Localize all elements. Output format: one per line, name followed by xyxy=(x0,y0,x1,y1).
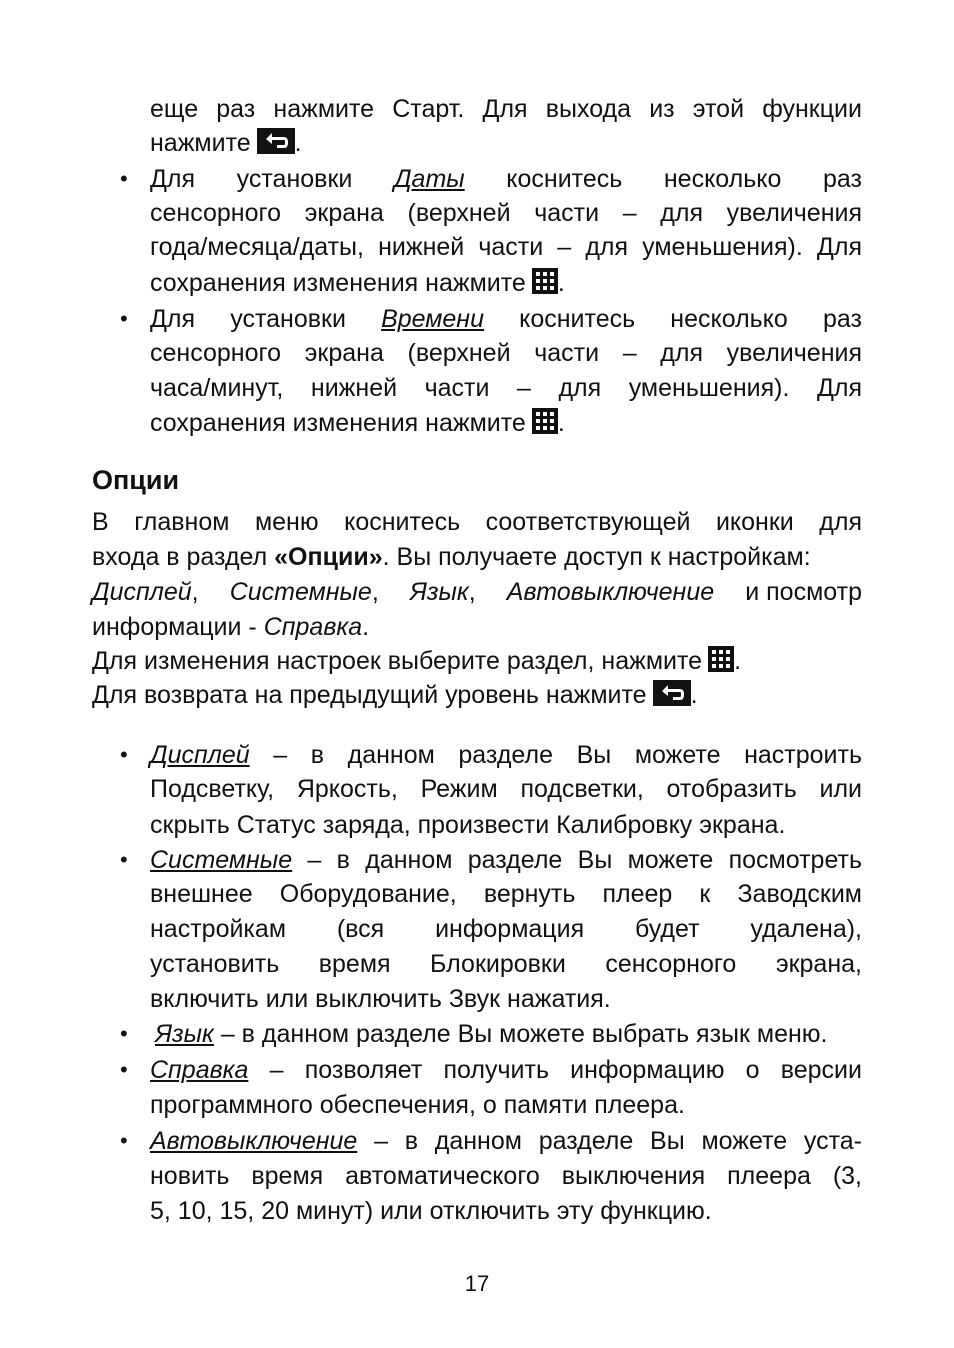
display-line-1 xyxy=(150,738,862,772)
term-help: Справка xyxy=(263,613,363,641)
display-line-2: Подсветку, Яркость, Режим подсветки, отобразить или xyxy=(150,775,862,803)
autooff-line-2: новить время автоматического выключения плеера (3, xyxy=(150,1162,862,1190)
intro-line-1: еще раз нажмите Старт. Для выхода из этой функции xyxy=(150,95,862,123)
options-terms-a xyxy=(92,575,199,609)
time-word-3: коснитесь xyxy=(519,305,636,333)
time-line-2: сенсорного экрана (верхней части – для увеличения xyxy=(150,339,862,367)
bullet-date: • xyxy=(120,166,128,191)
date-word-4: несколько xyxy=(663,165,782,193)
system-line-1 xyxy=(150,843,862,877)
date-line-3: года/месяца/даты, нижней части – для уменьшения). Для xyxy=(150,233,862,261)
time-line-1 xyxy=(150,302,862,336)
date-term: Даты xyxy=(393,165,465,193)
bullet-time: • xyxy=(120,306,128,331)
autooff-line-3: 5, 10, 15, 20 минут) или отключить эту функцию. xyxy=(150,1197,712,1225)
term-language: Язык xyxy=(409,578,469,606)
system-line-4: установить время Блокировки сенсорного экрана, xyxy=(150,950,862,978)
intro-line-2 xyxy=(150,126,302,163)
options-p1-line-1: В главном меню коснитесь соответствующей иконки для xyxy=(92,508,862,536)
options-p2-end: . xyxy=(734,647,742,675)
date-line-2: сенсорного экрана (верхней части – для увеличения xyxy=(150,199,862,227)
grid-menu-icon xyxy=(708,646,734,681)
sep-1: , xyxy=(191,578,199,606)
time-term: Времени xyxy=(381,305,484,333)
options-p1-line-2-a: входа в раздел xyxy=(92,543,275,571)
options-p1-line-2 xyxy=(92,540,811,574)
display-line-1-text: – в данном разделе Вы можете настроить xyxy=(249,741,862,769)
display-term: Дисплей xyxy=(150,741,250,769)
time-line-3: часа/минут, нижней части – для уменьшения). Для xyxy=(150,374,862,402)
options-p1-line-2-b: . Вы получаете доступ к настройкам: xyxy=(382,543,811,571)
bullet-system: • xyxy=(120,847,128,872)
intro-line-2-end: . xyxy=(294,129,302,157)
term-display: Дисплей xyxy=(92,578,192,606)
date-word-1: Для xyxy=(150,165,196,193)
help-line-1 xyxy=(150,1053,862,1087)
bullet-help: • xyxy=(120,1057,128,1082)
language-line-1 xyxy=(155,1017,828,1051)
term-system: Системные xyxy=(229,578,372,606)
date-line-1 xyxy=(150,162,862,196)
page-number: 17 xyxy=(464,1271,490,1296)
options-p2-text: Для изменения настроек выберите раздел, нажмите xyxy=(92,647,703,675)
display-line-3: скрыть Статус заряда, произвести Калибровку экрана. xyxy=(150,811,786,839)
sep-3: , xyxy=(468,578,476,606)
help-line-1-text: – позволяет получить информацию о версии xyxy=(248,1056,862,1084)
options-p3 xyxy=(92,678,698,715)
options-terms-c xyxy=(410,575,476,609)
back-arrow-icon xyxy=(257,128,295,163)
intro-line-2-text: нажмите xyxy=(150,129,251,157)
date-word-2: установки xyxy=(236,165,353,193)
sep-2: , xyxy=(371,578,379,606)
section-heading: Опции xyxy=(92,465,180,495)
autooff-line-1-text: – в данном разделе Вы можете уста- xyxy=(357,1127,862,1155)
bullet-autooff: • xyxy=(120,1128,128,1153)
date-line-4-end: . xyxy=(557,269,565,297)
options-p1-line-4 xyxy=(92,610,369,644)
date-line-4 xyxy=(150,266,565,303)
back-arrow-icon xyxy=(653,680,691,715)
help-term: Справка xyxy=(150,1056,249,1084)
options-terms-b xyxy=(230,575,379,609)
time-word-5: раз xyxy=(822,305,862,333)
time-line-4-end: . xyxy=(557,409,565,437)
time-word-4: несколько xyxy=(670,305,788,333)
options-p3-end: . xyxy=(690,681,698,709)
options-p2 xyxy=(92,644,741,681)
options-bold-term: «Опции» xyxy=(274,543,383,571)
system-line-5: включить или выключить Звук нажатия. xyxy=(150,985,611,1013)
options-p1-line-3-end: и посмотр xyxy=(745,578,862,606)
term-autooff: Автовыключение xyxy=(506,578,715,606)
language-term: Язык xyxy=(155,1020,214,1048)
time-word-2: установки xyxy=(230,305,346,333)
options-p1-line-3 xyxy=(92,575,862,609)
system-line-1-text: – в данном разделе Вы можете посмотреть xyxy=(292,846,862,874)
language-line-1-text: – в данном разделе Вы можете выбрать язык меню. xyxy=(213,1020,828,1048)
system-line-2: внешнее Оборудование, вернуть плеер к Заводским xyxy=(150,880,862,908)
help-line-2: программного обеспечения, о памяти плеера. xyxy=(150,1091,685,1119)
autooff-term: Автовыключение xyxy=(150,1127,358,1155)
system-line-3: настройкам (вся информация будет удалена), xyxy=(150,915,862,943)
date-line-4-text: сохранения изменения нажмите xyxy=(150,269,526,297)
date-word-3: коснитесь xyxy=(506,165,623,193)
system-term: Системные xyxy=(150,846,293,874)
bullet-display: • xyxy=(120,742,128,767)
time-line-4 xyxy=(150,406,565,443)
date-word-5: раз xyxy=(822,165,862,193)
autooff-line-1 xyxy=(150,1124,862,1158)
time-line-4-text: сохранения изменения нажмите xyxy=(150,409,526,437)
options-p1-line-4-a: информации - xyxy=(92,613,264,641)
grid-menu-icon xyxy=(532,268,558,303)
grid-menu-icon xyxy=(532,408,558,443)
time-word-1: Для xyxy=(150,305,196,333)
options-p3-text: Для возврата на предыдущий уровень нажмите xyxy=(92,681,647,709)
bullet-language: • xyxy=(120,1021,128,1046)
options-p1-line-4-b: . xyxy=(362,613,370,641)
